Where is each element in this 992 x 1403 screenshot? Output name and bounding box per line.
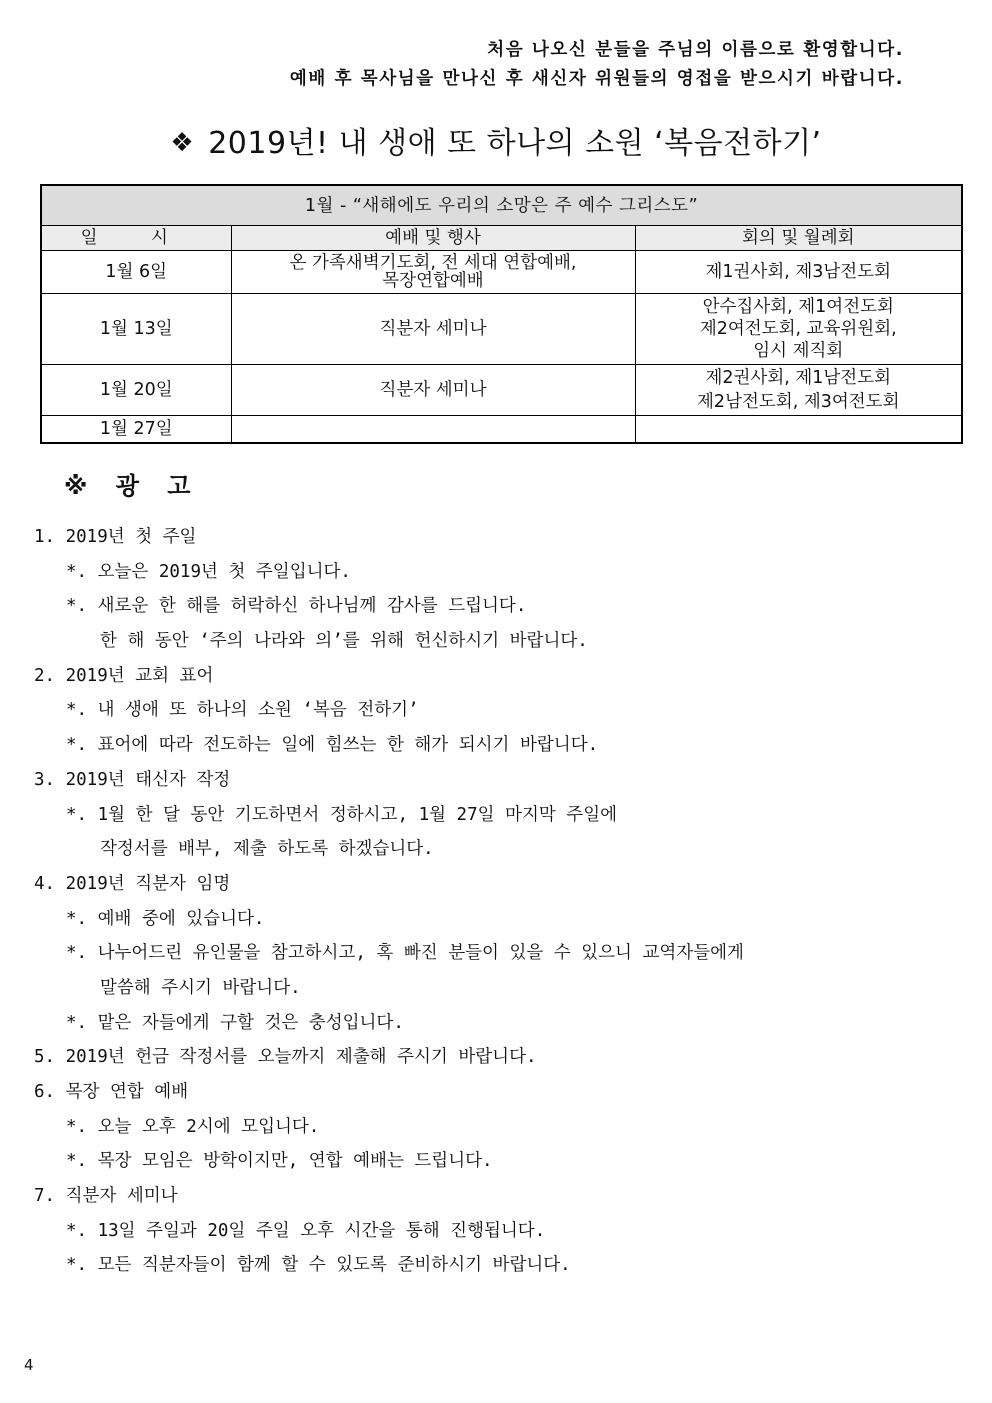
notices-title: ※ 광 고: [64, 472, 201, 500]
notice-item: *. 목장 모임은 방학이지만, 연합 예배는 드립니다.: [66, 1151, 493, 1172]
schedule-date: 1월 27일: [41, 416, 231, 444]
column-header-events: 예배 및 행사: [231, 226, 635, 251]
schedule-date: 1월 13일: [41, 294, 231, 365]
schedule-row: [41, 365, 962, 416]
schedule-row: [41, 416, 962, 444]
notice-item: 작정서를 배부, 제출 하도록 하겠습니다.: [100, 839, 434, 860]
schedule-date: 1월 20일: [41, 365, 231, 416]
notice-item: 말씀해 주시기 바랍니다.: [100, 977, 301, 998]
schedule-date: 1월 6일: [41, 251, 231, 294]
notice-item: *. 맡은 자들에게 구할 것은 충성입니다.: [66, 1012, 404, 1033]
schedule-row: [41, 251, 962, 294]
schedule-month-header: [41, 185, 962, 226]
page-title-text: 2019년! 내 생애 또 하나의 소원 ‘복음전하기’: [208, 126, 822, 161]
month-title: 1월 - “새해에도 우리의 소망은 주 예수 그리스도”: [41, 185, 962, 226]
schedule-events: 직분자 세미나: [231, 365, 635, 416]
page-number: 4: [24, 1356, 34, 1374]
notice-item: *. 13일 주일과 20일 주일 오후 시간을 통해 진행됩니다.: [66, 1220, 546, 1241]
notice-item: *. 나누어드린 유인물을 참고하시고, 혹 빠진 분들이 있을 수 있으니 교역자들에게: [66, 943, 744, 964]
notice-heading: 1. 2019년 첫 주일: [34, 527, 197, 547]
schedule-meetings: [635, 416, 962, 444]
notice-item: *. 내 생애 또 하나의 소원 ‘복음 전하기’: [66, 700, 419, 721]
schedule-column-headers: [41, 226, 962, 251]
column-header-date: 일 시: [41, 226, 231, 251]
welcome-line-1: 처음 나오신 분들을 주님의 이름으로 환영합니다.: [487, 40, 904, 60]
notice-heading: 3. 2019년 태신자 작정: [34, 769, 231, 790]
schedule-table: [40, 184, 963, 444]
schedule-meetings: 제2권사회, 제1남전도회 제2남전도회, 제3여전도회: [635, 365, 962, 416]
welcome-message: [290, 36, 904, 94]
notice-heading: 7. 직분자 세미나: [34, 1186, 178, 1207]
schedule-events: 직분자 세미나: [231, 294, 635, 365]
notice-heading: 6. 목장 연합 예배: [34, 1082, 189, 1102]
page-title: [0, 118, 992, 162]
schedule-row: [41, 294, 962, 365]
notice-heading: 2. 2019년 교회 표어: [34, 665, 214, 686]
notice-item: *. 예배 중에 있습니다.: [66, 908, 265, 929]
notice-item: *. 모든 직분자들이 함께 할 수 있도록 준비하시기 바랍니다.: [66, 1255, 571, 1276]
schedule-events: 온 가족새벽기도회, 전 세대 연합예배, 목장연합예배: [231, 251, 635, 294]
notice-heading: 5. 2019년 헌금 작정서를 오늘까지 제출해 주시기 바랍니다.: [34, 1047, 537, 1068]
notice-item: *. 오늘 오후 2시에 모입니다.: [66, 1116, 320, 1137]
notice-item: *. 새로운 한 해를 허락하신 하나님께 감사를 드립니다.: [66, 596, 527, 617]
notice-item: *. 표어에 따라 전도하는 일에 힘쓰는 한 해가 되시기 바랍니다.: [66, 735, 599, 756]
notice-item: 한 해 동안 ‘주의 나라와 의’를 위해 헌신하시기 바랍니다.: [100, 631, 588, 652]
schedule-meetings: 안수집사회, 제1여전도회 제2여전도회, 교육위원회, 임시 제직회: [635, 294, 962, 365]
diamond-bullet-icon: ❖: [170, 128, 195, 158]
welcome-line-2: 예배 후 목사님을 만나신 후 새신자 위원들의 영접을 받으시기 바랍니다.: [289, 69, 904, 89]
schedule-meetings: 제1권사회, 제3남전도회: [635, 251, 962, 294]
notice-item: *. 1월 한 달 동안 기도하면서 정하시고, 1월 27일 마지막 주일에: [66, 804, 618, 825]
notice-item: *. 오늘은 2019년 첫 주일입니다.: [66, 561, 351, 582]
notice-heading: 4. 2019년 직분자 임명: [34, 873, 231, 894]
schedule-events: [231, 416, 635, 444]
notices-list: [34, 520, 934, 1283]
column-header-meetings: 회의 및 월례회: [635, 226, 962, 251]
